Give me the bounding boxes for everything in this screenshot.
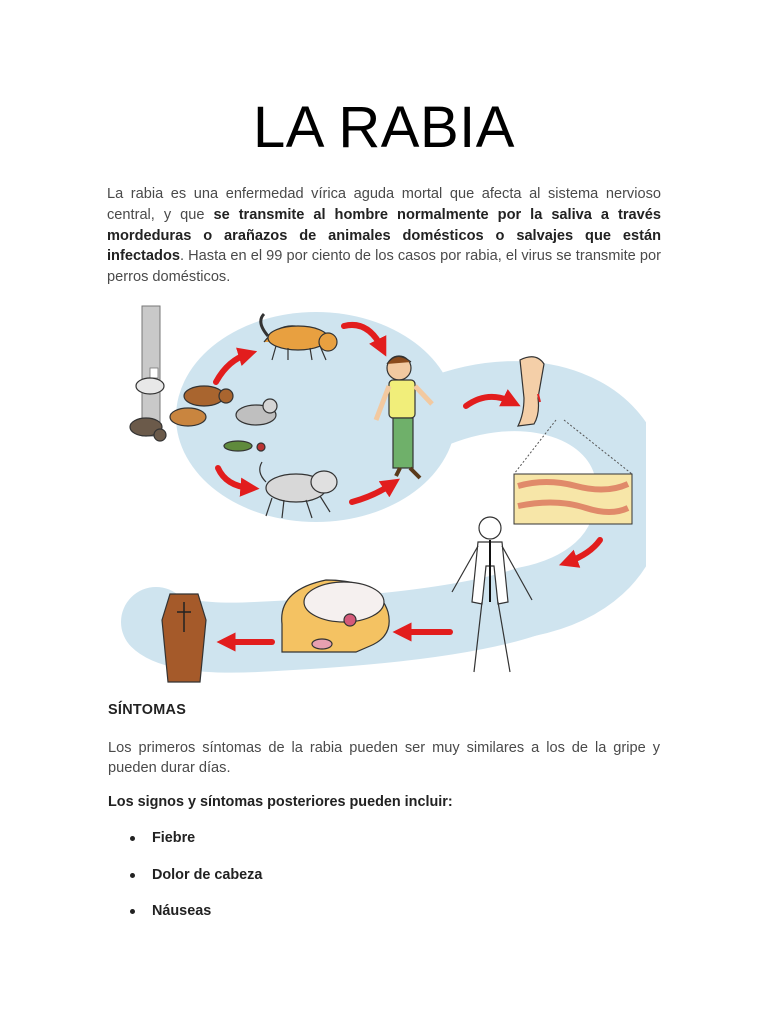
- rabies-transmission-diagram: [106, 302, 646, 690]
- list-item: [108, 865, 262, 902]
- bullet-icon: [130, 836, 135, 841]
- list-item-label: Náuseas: [152, 903, 212, 919]
- symptoms-heading: SÍNTOMAS: [108, 702, 187, 718]
- lamp-post-icon: [142, 306, 160, 436]
- symptoms-list: [108, 828, 262, 938]
- intro-text-start: La rabia es una enfermedad vírica aguda mortal que afecta al sistema nervioso central, y que: [107, 186, 661, 223]
- bullet-icon: [130, 909, 135, 914]
- later-symptoms-heading: Los signos y síntomas posteriores pueden incluir:: [108, 794, 453, 810]
- brain-head-icon: [282, 580, 390, 652]
- intro-text-end: . Hasta en el 99 por ciento de los casos por rabia, el virus se transmite por perros domésticos.: [107, 248, 661, 286]
- list-item: [108, 828, 262, 865]
- page-title: LA RABIA: [253, 95, 515, 160]
- list-item: [108, 901, 262, 938]
- symptoms-paragraph: Los primeros síntomas de la rabia pueden ser muy similares a los de la gripe y pueden durar días.: [108, 740, 660, 776]
- list-item-label: Dolor de cabeza: [152, 866, 263, 883]
- intro-bold-text: se transmite al hombre normalmente por la saliva a través mordeduras o arañazos de animales domésticos o salvajes que están infectados: [107, 206, 661, 265]
- coffin-icon: [162, 594, 206, 682]
- bullet-icon: [130, 873, 135, 878]
- list-item-label: Fiebre: [152, 830, 196, 846]
- intro-paragraph: [107, 184, 661, 288]
